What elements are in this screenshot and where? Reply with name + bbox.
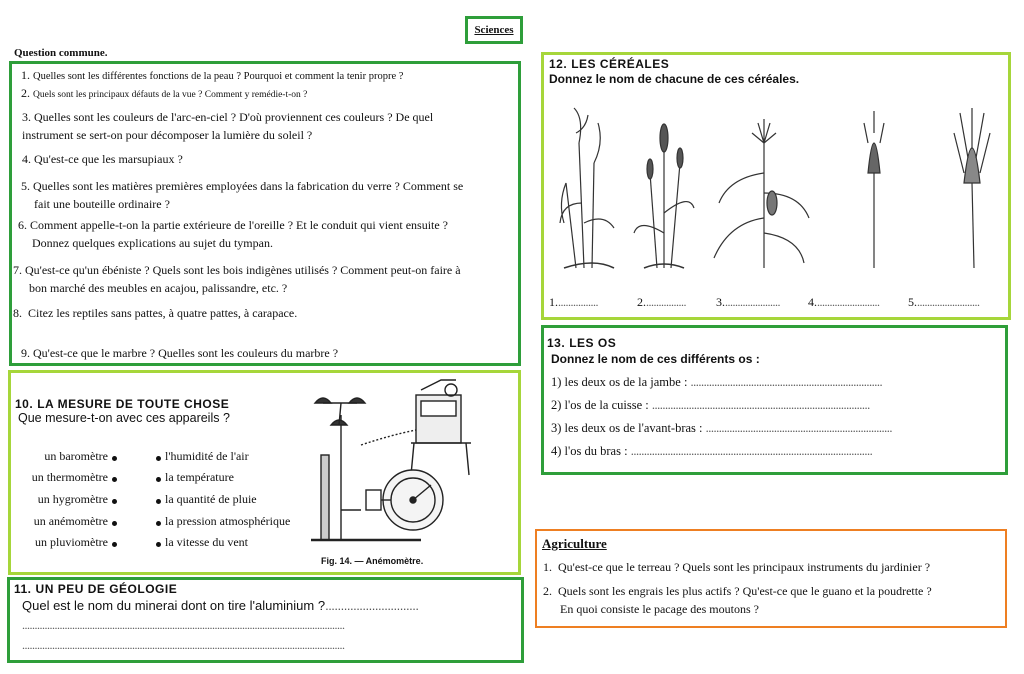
oat-plant: [560, 108, 614, 268]
page-title: Sciences: [465, 16, 523, 44]
answer-line[interactable]: .................................................................................................................................: [22, 618, 345, 632]
agriculture-section: [535, 529, 1007, 628]
wheat-plant: [634, 124, 694, 268]
section-subtitle: Que mesure-t-on avec ces appareils ?: [18, 411, 230, 425]
answer-line[interactable]: ...................................................................................: [651, 398, 870, 412]
bone-item-1: [551, 375, 882, 390]
match-dot[interactable]: [112, 499, 117, 504]
cereals-heading: [549, 55, 669, 73]
instrument-1: un baromètre: [44, 449, 108, 463]
bone-question: 1) les deux os de la jambe :: [551, 375, 688, 389]
answer-line[interactable]: .......................................................................: [705, 421, 893, 435]
geology-section: [7, 577, 524, 663]
cereals-illustration: [554, 103, 1004, 273]
question-4: [22, 150, 183, 168]
match-dot[interactable]: [156, 499, 161, 504]
question-number: 1.: [21, 68, 30, 82]
match-dot[interactable]: [112, 521, 117, 526]
question-text: Qu'est-ce que le terreau ? Quels sont les principaux instruments du jardinier ?: [558, 560, 931, 574]
bone-item-3: [551, 421, 892, 436]
question-9: [21, 344, 338, 362]
section-title: UN PEU DE GÉOLOGIE: [35, 582, 178, 596]
quantity-4: la pression atmosphérique: [165, 514, 291, 528]
cereal-label-4[interactable]: 4..........................: [808, 295, 880, 309]
section-title: LES OS: [569, 336, 617, 350]
question-text: Comment appelle-t-on la partie extérieure de l'oreille ? Et le conduit qui vient ensuite ?: [30, 218, 449, 232]
question-number: 8.: [13, 306, 22, 320]
quantity-3: la quantité de pluie: [165, 492, 257, 506]
bones-heading: [547, 334, 616, 352]
section-subtitle: Donnez le nom de ces différents os :: [551, 352, 760, 366]
instrument-5: un pluviomètre: [35, 535, 108, 549]
question-text-cont: Donnez quelques explications au sujet du tympan.: [32, 236, 273, 250]
answer-line[interactable]: .................................................................................................................................: [22, 638, 345, 652]
match-dot[interactable]: [156, 477, 161, 482]
label-number: 5.: [908, 295, 917, 309]
cereal-label-5[interactable]: 5..........................: [908, 295, 980, 309]
question-5: [21, 177, 463, 213]
match-dot[interactable]: [112, 456, 117, 461]
answer-line[interactable]: ............................................................................................: [630, 444, 873, 458]
question-3: [22, 108, 433, 144]
question-2: [21, 84, 307, 104]
cereal-label-2[interactable]: 2.................: [637, 295, 686, 309]
question-number: 6.: [18, 218, 27, 232]
question-8: [13, 304, 297, 322]
section-number: 11.: [14, 582, 32, 596]
question-number: 5.: [21, 179, 30, 193]
section-title: LES CÉRÉALES: [571, 57, 670, 71]
question-text: Qu'est-ce que le marbre ? Quelles sont les couleurs du marbre ?: [33, 346, 339, 360]
question-number: 3.: [22, 110, 31, 124]
section-title: LA MESURE DE TOUTE CHOSE: [37, 397, 230, 411]
quantity-2: la température: [165, 470, 234, 484]
section-number: 12.: [549, 57, 568, 71]
bone-item-4: [551, 444, 872, 459]
match-dot[interactable]: [112, 477, 117, 482]
question-7: [13, 261, 461, 297]
label-number: 1.: [549, 295, 558, 309]
question-text: Quelles sont les matières premières employées dans la fabrication du verre ? Comment se: [33, 179, 464, 193]
instrument-2: un thermomètre: [31, 470, 108, 484]
question-text: Quelles sont les couleurs de l'arc-en-ciel ? D'où proviennent ces couleurs ? De quel: [34, 110, 434, 124]
figure-caption: Fig. 14. — Anémomètre.: [321, 556, 424, 566]
anemometer-illustration: [301, 375, 511, 555]
question-number: 2.: [543, 584, 552, 598]
question-text: Qu'est-ce que les marsupiaux ?: [34, 152, 183, 166]
bone-question: 2) l'os de la cuisse :: [551, 398, 649, 412]
geology-heading: [14, 580, 177, 598]
question-number: 7.: [13, 263, 22, 277]
corn-plant: [714, 119, 809, 268]
section-subtitle: Donnez le nom de chacune de ces céréales.: [549, 72, 800, 86]
label-number: 4.: [808, 295, 817, 309]
question-text: Quels sont les engrais les plus actifs ? Qu'est-ce que le guano et la poudrette ?: [558, 584, 932, 598]
cereals-section: [541, 52, 1011, 320]
agriculture-question-2: [543, 582, 932, 618]
match-dot[interactable]: [156, 542, 161, 547]
question-text: Quelles sont les différentes fonctions de la peau ? Pourquoi et comment la tenir propre ?: [33, 71, 404, 82]
answer-line[interactable]: ..............................: [325, 598, 419, 613]
instrument-3: un hygromètre: [37, 492, 108, 506]
question-number: 4.: [22, 152, 31, 166]
question-text-cont: instrument se sert-on pour décomposer la lumière du soleil ?: [22, 128, 313, 142]
common-questions-box: [9, 61, 521, 366]
cereal-label-1[interactable]: 1.................: [549, 295, 598, 309]
agriculture-question-1: [543, 558, 930, 576]
bone-question: 3) les deux os de l'avant-bras :: [551, 421, 703, 435]
question-number: 2.: [21, 86, 30, 100]
barley-ear: [954, 108, 990, 268]
answer-line[interactable]: .........................................................................: [690, 375, 883, 389]
question-1: [21, 66, 403, 86]
question-text: Quel est le nom du minerai dont on tire l'aluminium ?: [22, 598, 326, 613]
match-dot[interactable]: [156, 521, 161, 526]
match-dot[interactable]: [112, 542, 117, 547]
question-number: 1.: [543, 560, 552, 574]
label-number: 2.: [637, 295, 646, 309]
quantity-5: la vitesse du vent: [165, 535, 248, 549]
bone-item-2: [551, 398, 870, 413]
bones-section: [541, 325, 1008, 475]
question-text: Citez les reptiles sans pattes, à quatre pattes, à carapace.: [28, 306, 298, 320]
section-number: 13.: [547, 336, 566, 350]
common-question-label: Question commune.: [14, 47, 108, 59]
question-text-cont: bon marché des meubles en acajou, palissandre, etc. ?: [29, 281, 288, 295]
instrument-4: un anémomètre: [33, 514, 108, 528]
match-dot[interactable]: [156, 456, 161, 461]
measure-section: [8, 370, 521, 575]
label-number: 3.: [716, 295, 725, 309]
quantity-1: l'humidité de l'air: [165, 449, 249, 463]
question-text-cont: fait une bouteille ordinaire ?: [34, 197, 170, 211]
question-text-cont: En quoi consiste le pacage des moutons ?: [560, 602, 759, 616]
section-title: Agriculture: [542, 536, 607, 551]
cereal-label-3[interactable]: 3.......................: [716, 295, 780, 309]
geology-question: [22, 598, 418, 613]
question-text: Qu'est-ce qu'un ébéniste ? Quels sont les bois indigènes utilisés ? Comment peut-on faire à: [25, 263, 461, 277]
rye-ear: [864, 111, 884, 268]
question-text: Quels sont les principaux défauts de la vue ? Comment y remédie-t-on ?: [33, 90, 308, 100]
question-6: [18, 216, 448, 252]
bone-question: 4) l'os du bras :: [551, 444, 628, 458]
question-number: 9.: [21, 346, 30, 360]
section-number: 10.: [15, 397, 34, 411]
